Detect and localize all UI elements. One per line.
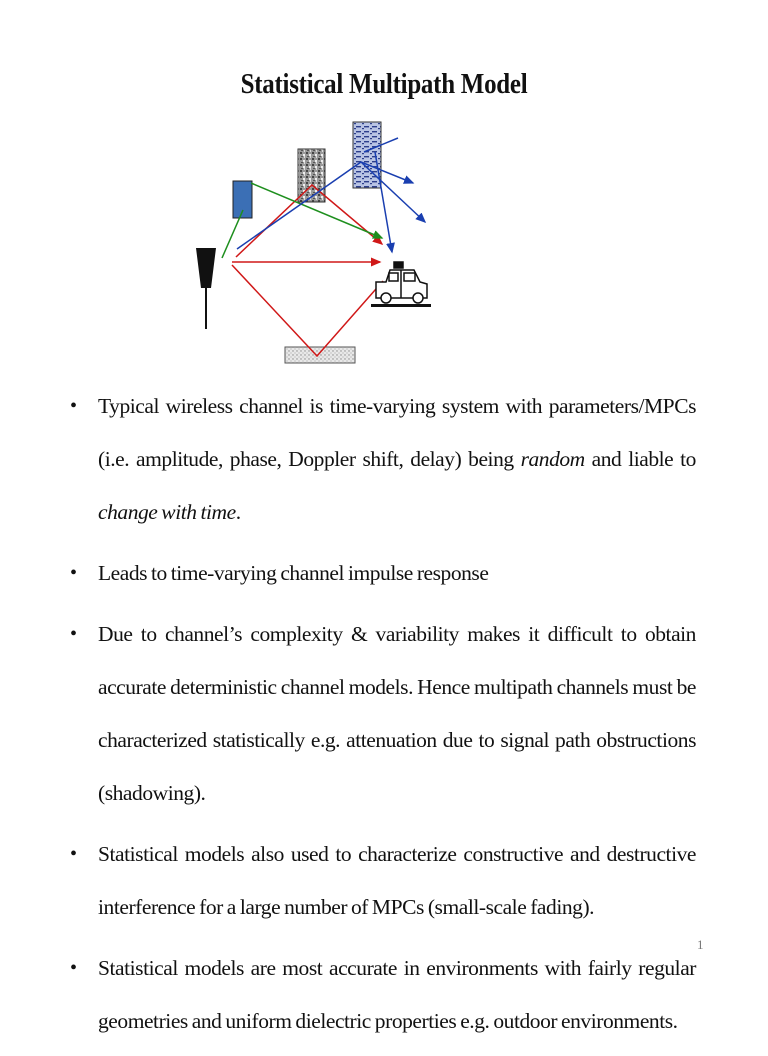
slide-title: Statistical Multipath Model	[240, 68, 528, 100]
page-number: 1	[697, 937, 704, 952]
bullet-item	[64, 547, 696, 600]
ground-reflector-icon	[285, 347, 355, 363]
italic-text: change with time	[98, 500, 236, 524]
car-icon	[371, 262, 431, 307]
bullet-text: and liable to	[584, 447, 696, 471]
bullet-text: Statistical models are most accurate in environments with fairly regular geometries and uniform dielectric properties e.g. outdoor environments.	[98, 956, 696, 1033]
bullet-text: Leads to time-varying channel impulse response	[98, 561, 489, 585]
italic-text: random	[520, 447, 585, 471]
bullet-text: Statistical models also used to characterize constructive and destructive interference for a large number of MPCs (small-scale fading).	[98, 842, 696, 919]
bullet-item	[64, 380, 696, 539]
bullet-item	[64, 608, 696, 820]
multipath-diagram	[180, 110, 450, 370]
bullet-item	[64, 942, 696, 1048]
bullet-item	[64, 828, 696, 934]
bullet-list	[64, 380, 696, 1056]
bullet-text: Typical wireless channel is time-varying system with parameters/MPCs (i.e. amplitude, phase, Doppler shift, delay) being	[98, 394, 696, 471]
building-icon	[353, 122, 381, 188]
antenna-icon	[196, 248, 216, 329]
red-path	[232, 185, 383, 356]
blue-path	[237, 138, 425, 252]
bullet-text: Due to channel’s complexity & variability makes it difficult to obtain accurate deterministic channel models. Hence multipath channels must be characterized statistically e.g. attenuation due to signal path obstructions (shadowing).	[98, 622, 696, 805]
bullet-text: .	[235, 500, 241, 524]
